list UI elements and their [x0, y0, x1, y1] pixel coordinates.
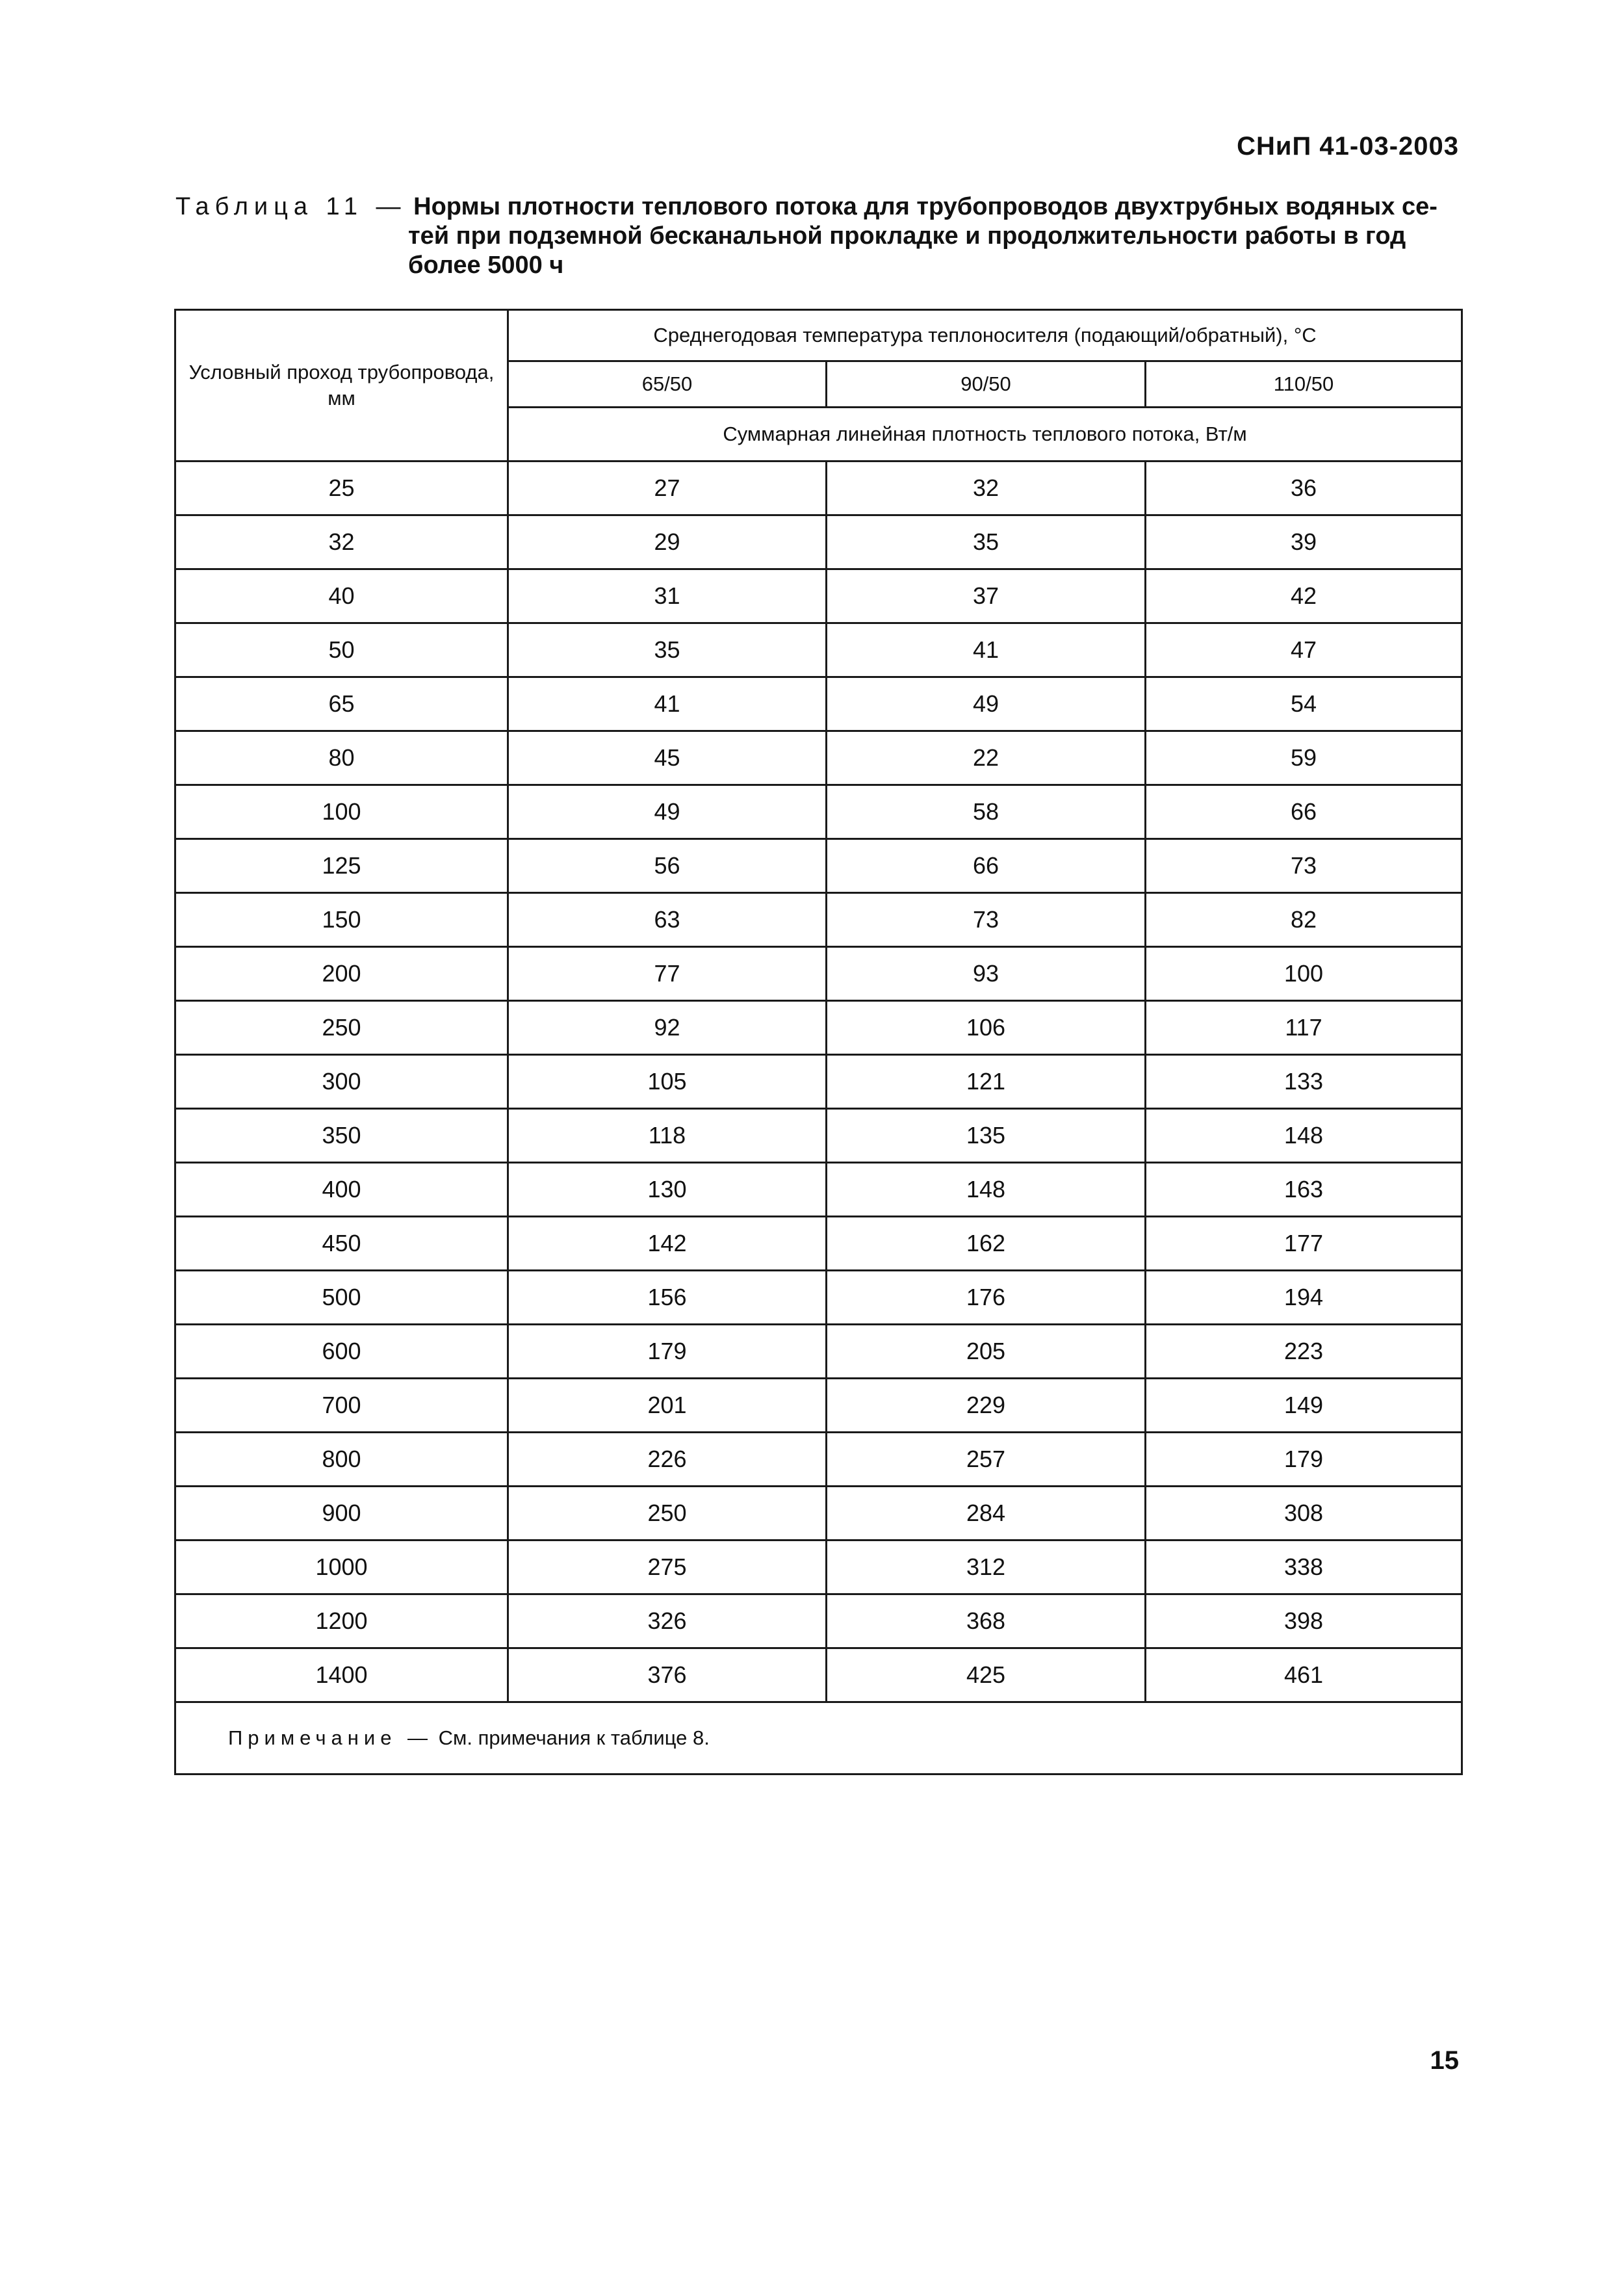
cell-density-value: 148: [827, 1163, 1146, 1217]
cell-density-value: 149: [1146, 1379, 1462, 1433]
cell-density-value: 133: [1146, 1055, 1462, 1109]
table-row: [175, 1001, 1462, 1055]
cell-diameter: 80: [175, 731, 508, 785]
table-row: [175, 1540, 1462, 1594]
cell-diameter: 600: [175, 1325, 508, 1379]
cell-density-value: 59: [1146, 731, 1462, 785]
cell-diameter: 65: [175, 677, 508, 731]
cell-density-value: 45: [508, 731, 827, 785]
cell-diameter: 700: [175, 1379, 508, 1433]
table-row: [175, 1325, 1462, 1379]
table-row: [175, 1433, 1462, 1487]
cell-density-value: 73: [827, 893, 1146, 947]
table-row: [175, 839, 1462, 893]
cell-diameter: 150: [175, 893, 508, 947]
header-temperature-group: Среднегодовая температура теплоносителя (подающий/обратный), °С: [508, 310, 1462, 361]
cell-density-value: 58: [827, 785, 1146, 839]
cell-density-value: 49: [508, 785, 827, 839]
caption-title-line-3: более 5000 ч: [408, 252, 564, 279]
cell-density-value: 148: [1146, 1109, 1462, 1163]
cell-density-value: 42: [1146, 569, 1462, 623]
cell-density-value: 100: [1146, 947, 1462, 1001]
table-row: [175, 1163, 1462, 1217]
cell-density-value: 36: [1146, 462, 1462, 515]
cell-density-value: 284: [827, 1487, 1146, 1540]
cell-density-value: 41: [508, 677, 827, 731]
cell-density-value: 29: [508, 515, 827, 569]
table-row: [175, 1487, 1462, 1540]
table-row: [175, 1217, 1462, 1271]
cell-density-value: 27: [508, 462, 827, 515]
cell-density-value: 35: [508, 623, 827, 677]
cell-diameter: 25: [175, 462, 508, 515]
cell-diameter: 400: [175, 1163, 508, 1217]
header-temp-col-2: 90/50: [827, 361, 1146, 408]
table-note: [175, 1702, 1462, 1774]
cell-density-value: 425: [827, 1648, 1146, 1702]
cell-density-value: 105: [508, 1055, 827, 1109]
cell-diameter: 100: [175, 785, 508, 839]
cell-density-value: 163: [1146, 1163, 1462, 1217]
cell-density-value: 130: [508, 1163, 827, 1217]
note-text: См. примечания к таблице 8.: [433, 1726, 710, 1749]
table-row: [175, 1055, 1462, 1109]
cell-density-value: 156: [508, 1271, 827, 1325]
header-diameter: Условный проход трубопровода, мм: [175, 310, 508, 462]
table-caption: [175, 192, 1460, 280]
cell-density-value: 257: [827, 1433, 1146, 1487]
cell-diameter: 40: [175, 569, 508, 623]
cell-density-value: 54: [1146, 677, 1462, 731]
table-row: [175, 462, 1462, 515]
cell-diameter: 250: [175, 1001, 508, 1055]
cell-density-value: 461: [1146, 1648, 1462, 1702]
cell-density-value: 326: [508, 1594, 827, 1648]
cell-density-value: 176: [827, 1271, 1146, 1325]
cell-diameter: 300: [175, 1055, 508, 1109]
header-temp-col-3: 110/50: [1146, 361, 1462, 408]
cell-diameter: 450: [175, 1217, 508, 1271]
caption-title-line-1: Нормы плотности теплового потока для трубопроводов двухтрубных водяных се-: [413, 193, 1437, 220]
cell-density-value: 117: [1146, 1001, 1462, 1055]
cell-density-value: 223: [1146, 1325, 1462, 1379]
cell-density-value: 308: [1146, 1487, 1462, 1540]
cell-density-value: 398: [1146, 1594, 1462, 1648]
cell-diameter: 125: [175, 839, 508, 893]
table-row: [175, 947, 1462, 1001]
cell-density-value: 66: [1146, 785, 1462, 839]
cell-density-value: 162: [827, 1217, 1146, 1271]
cell-density-value: 194: [1146, 1271, 1462, 1325]
cell-diameter: 500: [175, 1271, 508, 1325]
cell-density-value: 229: [827, 1379, 1146, 1433]
cell-diameter: 32: [175, 515, 508, 569]
cell-diameter: 1000: [175, 1540, 508, 1594]
cell-density-value: 250: [508, 1487, 827, 1540]
cell-density-value: 66: [827, 839, 1146, 893]
cell-density-value: 37: [827, 569, 1146, 623]
cell-diameter: 350: [175, 1109, 508, 1163]
cell-density-value: 47: [1146, 623, 1462, 677]
cell-density-value: 177: [1146, 1217, 1462, 1271]
cell-density-value: 49: [827, 677, 1146, 731]
cell-density-value: 142: [508, 1217, 827, 1271]
table-row: [175, 515, 1462, 569]
cell-density-value: 275: [508, 1540, 827, 1594]
cell-density-value: 41: [827, 623, 1146, 677]
cell-density-value: 368: [827, 1594, 1146, 1648]
cell-diameter: 1400: [175, 1648, 508, 1702]
cell-density-value: 92: [508, 1001, 827, 1055]
table-row: [175, 731, 1462, 785]
header-density-group: Суммарная линейная плотность теплового потока, Вт/м: [508, 408, 1462, 462]
cell-density-value: 179: [508, 1325, 827, 1379]
cell-density-value: 226: [508, 1433, 827, 1487]
cell-density-value: 106: [827, 1001, 1146, 1055]
table-row: [175, 677, 1462, 731]
cell-density-value: 63: [508, 893, 827, 947]
table-row: [175, 623, 1462, 677]
caption-title-line-2: тей при подземной бесканальной прокладке и продолжительности работы в год: [408, 222, 1406, 250]
cell-density-value: 82: [1146, 893, 1462, 947]
table-row: [175, 1379, 1462, 1433]
caption-label: Таблица 11 —: [175, 193, 407, 220]
heat-flux-norms-table: [174, 309, 1463, 1775]
cell-density-value: 118: [508, 1109, 827, 1163]
cell-density-value: 93: [827, 947, 1146, 1001]
note-label: Примечание —: [228, 1726, 433, 1749]
cell-density-value: 32: [827, 462, 1146, 515]
table-row: [175, 893, 1462, 947]
cell-density-value: 56: [508, 839, 827, 893]
cell-diameter: 1200: [175, 1594, 508, 1648]
cell-density-value: 39: [1146, 515, 1462, 569]
table-row: [175, 569, 1462, 623]
table-row: [175, 1594, 1462, 1648]
document-code: СНиП 41-03-2003: [1237, 132, 1459, 161]
page-number: 15: [1430, 2046, 1459, 2075]
cell-density-value: 205: [827, 1325, 1146, 1379]
table-body: [175, 462, 1462, 1702]
cell-diameter: 800: [175, 1433, 508, 1487]
table-row: [175, 1109, 1462, 1163]
header-temp-col-1: 65/50: [508, 361, 827, 408]
cell-density-value: 312: [827, 1540, 1146, 1594]
cell-density-value: 121: [827, 1055, 1146, 1109]
cell-diameter: 900: [175, 1487, 508, 1540]
cell-density-value: 77: [508, 947, 827, 1001]
cell-diameter: 200: [175, 947, 508, 1001]
cell-diameter: 50: [175, 623, 508, 677]
cell-density-value: 135: [827, 1109, 1146, 1163]
cell-density-value: 22: [827, 731, 1146, 785]
table-row: [175, 1271, 1462, 1325]
cell-density-value: 73: [1146, 839, 1462, 893]
cell-density-value: 31: [508, 569, 827, 623]
cell-density-value: 179: [1146, 1433, 1462, 1487]
table-row: [175, 1648, 1462, 1702]
cell-density-value: 35: [827, 515, 1146, 569]
cell-density-value: 201: [508, 1379, 827, 1433]
cell-density-value: 338: [1146, 1540, 1462, 1594]
table-row: [175, 785, 1462, 839]
cell-density-value: 376: [508, 1648, 827, 1702]
